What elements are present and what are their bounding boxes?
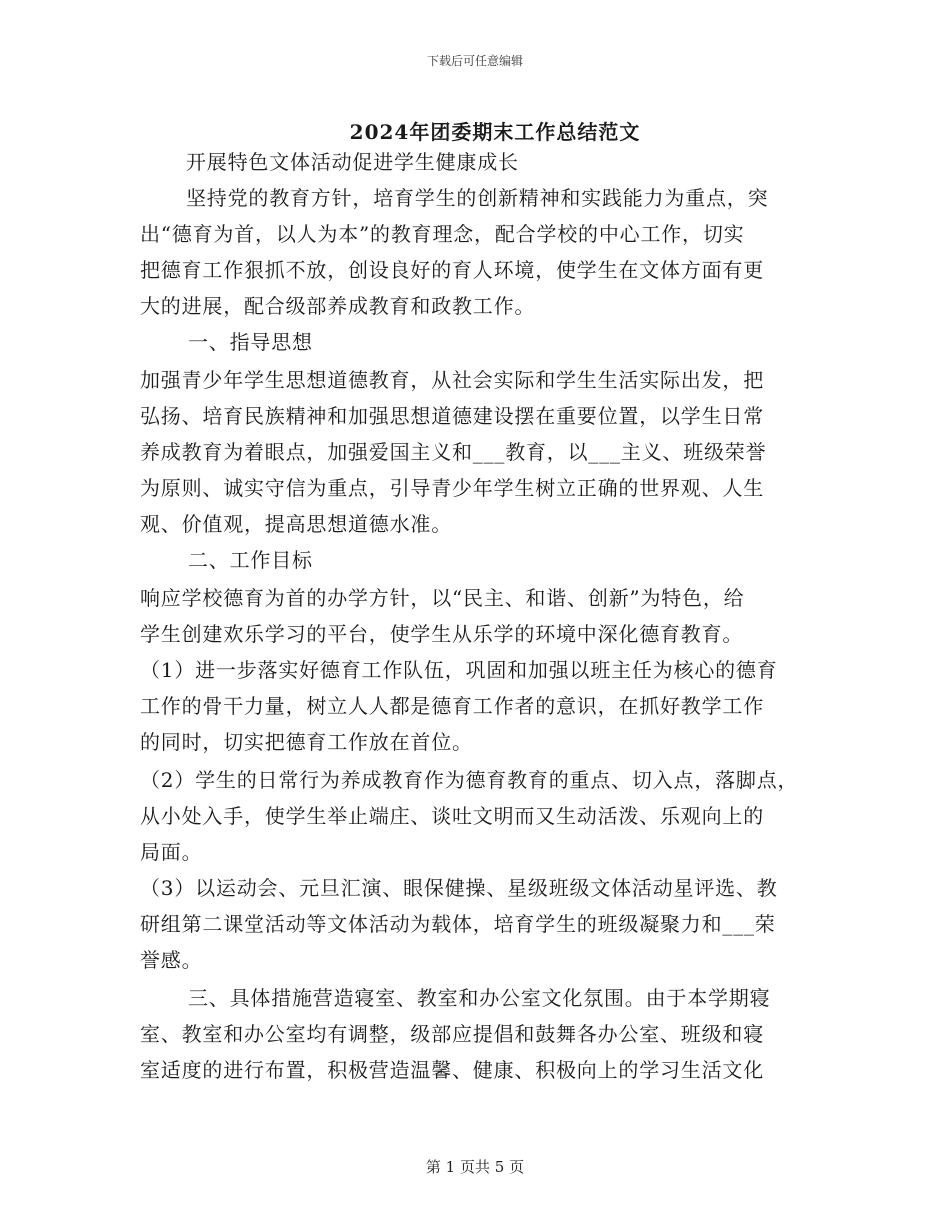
- page-footer: 第 1 页共 5 页: [425, 1158, 525, 1176]
- body-line: 弘扬、培育民族精神和加强思想道德建设摆在重要位置，以学生日常: [140, 404, 764, 428]
- body-line: 响应学校德育为首的办学方针，以“民主、和谐、创新”为特色，给: [140, 586, 745, 610]
- section-heading: 一、指导思想: [188, 330, 313, 354]
- body-line: 为原则、诚实守信为重点，引导青少年学生树立正确的世界观、人生: [140, 476, 764, 500]
- body-line: 局面。: [140, 840, 203, 864]
- body-line: （3）以运动会、元旦汇演、眼保健操、星级班级文体活动星评选、教: [140, 876, 778, 900]
- body-line: 室、教室和办公室均有调整，级部应提倡和鼓舞各办公室、班级和寝: [140, 1022, 764, 1046]
- body-line: 从小处入手，使学生举止端庄、谈吐文明而又生动活泼、乐观向上的: [140, 804, 764, 828]
- header-note: 下载后可任意编辑: [426, 54, 523, 68]
- body-line: 室适度的进行布置，积极营造温馨、健康、积极向上的学习生活文化: [140, 1058, 764, 1082]
- body-line: 把德育工作狠抓不放，创设良好的育人环境，使学生在文体方面有更: [140, 258, 764, 282]
- body-line: 誉感。: [140, 948, 203, 972]
- body-line: 学生创建欢乐学习的平台，使学生从乐学的环境中深化德育教育。: [140, 622, 744, 646]
- body-line: （2）学生的日常行为养成教育作为德育教育的重点、切入点，落脚点，: [140, 768, 799, 792]
- body-line: 加强青少年学生思想道德教育，从社会实际和学生生活实际出发，把: [140, 368, 764, 392]
- section-heading: 三、具体措施营造寝室、教室和办公室文化氛围。由于本学期寝: [188, 986, 771, 1010]
- body-line: 研组第二课堂活动等文体活动为载体，培育学生的班级凝聚力和___荣: [140, 912, 776, 936]
- subtitle-line: 开展特色文体活动促进学生健康成长: [186, 150, 519, 174]
- section-heading: 二、工作目标: [188, 548, 313, 572]
- body-line: 养成教育为着眼点，加强爱国主义和___教育，以___主义、班级荣誉: [140, 440, 767, 464]
- body-line: 出“德育为首，以人为本”的教育理念，配合学校的中心工作，切实: [140, 222, 745, 246]
- body-line: 坚持党的教育方针，培育学生的创新精神和实践能力为重点，突: [186, 186, 769, 210]
- body-line: 观、价值观，提高思想道德水准。: [140, 512, 452, 536]
- body-line: （1）进一步落实好德育工作队伍，巩固和加强以班主任为核心的德育: [140, 658, 778, 682]
- body-line: 大的进展，配合级部养成教育和政教工作。: [140, 294, 536, 318]
- document-title: 2024年团委期末工作总结范文: [349, 120, 641, 144]
- body-line: 的同时，切实把德育工作放在首位。: [140, 730, 473, 754]
- body-line: 工作的骨干力量，树立人人都是德育工作者的意识，在抓好教学工作: [140, 694, 764, 718]
